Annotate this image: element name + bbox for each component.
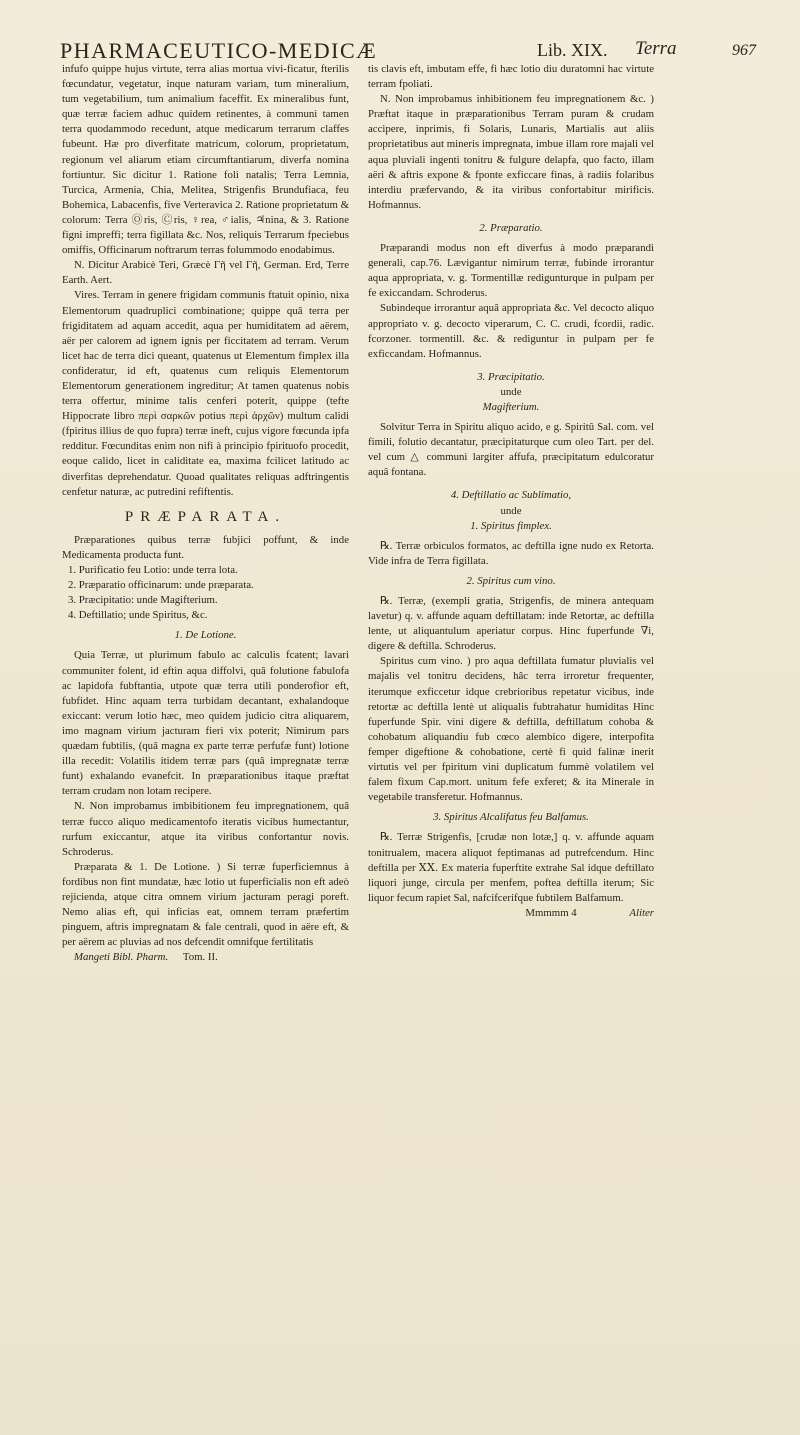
left-column — [62, 62, 349, 965]
paragraph-praecipitatio: Solvitur Terra in Spiritu aliquo acido, e g. Spiritû Sal. com. vel fimili, folutio decantatur, præcipitaturque cum oleo Tart. per del. vel cum △ communi largiter affufa, præcipitatum edulcoratur aquâ fontana. — [368, 421, 654, 479]
paragraph-spiritus-vino-note: Spiritus cum vino. ) pro aqua deftillata fumatur pluvialis vel majalis vel tonitru decidens, hâc terra irroretur frequenter, iterumque exficcetur idque crebrioribus repetatur vicibus, inde retortæ ac deftilla lentè ut aliqualis fubtrahatur humiditas Hinc fuperfunde Spir. vini digere & deftilla, deftillatum cohoba & cohobatum aliquandiu fub cœco alembico digere, interpofita femper digeftione & cohobatione, certè fi quid falinæ inerit virtutis vel per fpiritum vini duplicatum fummè volatilem vel falem fixum Cap.mort. unitum fefe exferet; & ita Minerale in vegetabile transferetur. Hofmannus. — [368, 655, 654, 804]
paragraph-spiritus-vino: ℞. Terræ, (exempli gratia, Strigenfis, de minera antequam lavetur) q. v. affunde aquam deftillatam: inde Retortæ, ac deftilla lente, ut aliquantulum aperiatur corpus. Hinc fuperfunde ∇i, digere & deftilla. Schroderus. — [368, 595, 654, 653]
subheading-destillatio: 4. Deftillatio ac Sublimatio, — [450, 489, 572, 502]
paragraph-commentary: Præparata & 1. De Lotione. ) Si terræ fuperficiemnus à fordibus non fint mundatæ, hæc lotio ut fuperficialis non eft adeò rejicienda, atque citra omnem virium jacturam peragi poreft. Nemo alias eft, qui inficias eat, omnem terram præfertim pinguem, aftris impregnatam & fale centrali, quod in aëre eft, & per aërem ac pluvias ad nos defcendit omnifque fertilitatis — [62, 860, 349, 949]
paragraph-imbibitio-note: N. Non improbamus inhibitionem feu impregnationem &c. ) Præftat itaque in præparationibus Terram puram & crudam accipere, inprimis, fi Solaris, Lunaris, Martialis aut aliis proprietatibus aut mineris impregnata, imbue illam rore majali vel aqua pluviali ingenti tonitru & fulgure delapfa, quo facto, illam aëri & aftris expone & fponte exficcare finas, à radiis folaribus interdiu præfervando, & ita viribus confortabitur mirificis. Hofmannus. — [368, 93, 654, 211]
list-item: 3. Præcipitatio: unde Magifterium. — [68, 594, 218, 607]
subheading-spiritus-alcalisatus: 3. Spiritus Alcalifatus feu Balfamus. — [433, 811, 589, 824]
subheading-praecipitatio: 3. Præcipitatio. — [477, 370, 545, 383]
subheading-praeparatio: 2. Præparatio. — [479, 221, 543, 234]
running-header — [60, 38, 790, 64]
list-item: 2. Præparatio officinarum: unde præparata. — [68, 579, 254, 592]
paragraph-praeparatio-note: Subindeque irrorantur aquâ appropriata &c. Vel decocto aliquo appropriato v. g. decocto viperarum, C. C. crudi, fcordii, radic. fcorzoner. tormentill. &c. & rediguntur in pulpam per fe exficcandam. Hofmannus. — [368, 302, 654, 360]
paragraph-names: N. Dicitur Arabicè Teri, Græcè Γῆ vel Γῆ, German. Erd, Terre Earth. Aert. — [62, 259, 349, 287]
paragraph-praeparationes: Præparationes quibus terræ fubjici poffunt, & inde Medicamenta producta funt. — [62, 533, 349, 561]
signature: Mangeti Bibl. Pharm. — [74, 951, 169, 964]
paragraph-vires: Vires. Terram in genere frigidam communis ftatuit opinio, nixa Elementorum quadruplici combinatione; quippe quâ terra per frigiditatem ad aquam accedit, aqua per humiditatem ad aërem, aër per calorem ad ignem ignis per ficcitatem ad terram. Verum licet hac de terra dici queant, quatenus ut Elementum fimplex illa confideratur, id eft, quatenus cum reliquis Elementorum Elementorum generationem ingreditur; At tamen quatenus nobis terra offertur, minime talis cenferi poterit, quippe (tefte Hippocrate libro περὶ σαρκῶν potius περὶ ἀρχῶν) multum calidi (fpiritus illius de quo fupra) terræ ineft, cujus vigore fœcunda ipfa redditur. Fœcunditas enim non nifi à principio fpirituofo procedit, eoque calido, licet in caliditate ea, maxima fcilicet latitudo ac diverfitas deprehendatur. Quoad qualitates reliquas adftringentis cenfetur naturæ, ac putredini refiftentis. — [62, 289, 349, 498]
section-heading-praeparata: PRÆPARATA. — [124, 508, 287, 525]
paragraph-imbibitio: N. Non improbamus imbibitionem feu impregnationem, quâ terræ fucco aliquo medicamentofo iteratis vicibus humectantur, rurfum exiccantur, atque ita viribus confortantur novis. Schroderus. — [62, 800, 349, 858]
right-column — [368, 62, 654, 921]
preparation-list — [62, 563, 349, 623]
catchword-line — [368, 906, 654, 921]
volume-mark: Tom. II. — [182, 951, 218, 964]
paragraph-spiritus-simplex: ℞. Terræ orbiculos formatos, ac deftilla igne nudo ex Retorta. Vide infra de Terra figillata. — [368, 539, 654, 567]
running-title: PHARMACEUTICO-MEDICÆ — [60, 38, 378, 63]
list-item: 1. Purificatio feu Lotio: unde terra lota. — [68, 564, 238, 576]
book-number: Lib. XIX. — [537, 40, 608, 60]
signature-line — [62, 950, 349, 965]
list-item: 4. Deftillatio; unde Spiritus, &c. — [68, 609, 208, 622]
subheading-spiritus-vino: 2. Spiritus cum vino. — [466, 574, 556, 587]
section-title: Terra — [635, 38, 677, 59]
subheading-spiritus-simplex: 1. Spiritus fimplex. — [470, 519, 552, 532]
catchword: Aliter — [629, 906, 654, 919]
signature-mark: Mmmmm 4 — [525, 906, 577, 919]
paragraph: tis clavis eft, imbutam effe, fi hæc lotio diu duratomni hac virtute terram fpoliati. — [368, 63, 654, 91]
subheading-lotio: 1. De Lotione. — [174, 629, 237, 642]
paragraph-spiritus-alcalisatus: ℞. Terræ Strigenfis, [crudæ non lotæ,] q. v. affunde aquam tonitrualem, macera aliquot feptimanas ad putrefcendum. Hinc deftilla per ⅩⅩ. Ex materia fuperftite extrahe Sal idque deftillato liquori junge, circula per menfem, poftea deftilla iterum; Sic liquor fecum rapiet Sal, nafcifcerifque fubtilem Balfamum. — [368, 831, 654, 904]
paragraph: infufo quippe hujus virtute, terra alias mortua vivi-ficatur, fterilis fœcundatur, vegetatur, inque naturam variam, tum mineralium, tum vegetabilium, tum animalium faceffit. Ex mineralibus funt, quæ terræ faciem adhuc quidem retinentes, à communi tamen terra quodammodo recedunt, atque medicarum terrarum claffes fubeunt. Hæ pro diverfitate matricum, colorum, proprietatum, regionum vel aliarum etiam circumftantiarum, diverfa nomina fortiuntur. Sic dicitur 1. Ratione foli natalis; Terra Lemnia, Turcica, Armenia, Chia, Melitea, Strigenfis Brundufiaca, feu Bohemica, Labacenfis, five Verteravica 2. Ratione proprietatum & colorum: Terra Ⓞris, Ⓒris, ♀rea, ♂ialis, ♃nina, & 3. Ratione figni impreffi; terra figillata &c. Nos, reliquis Terrarum fpeciebus omiffis, Officinarum noftrarum terras folummodo enodabimus. — [62, 63, 350, 257]
unde-label: unde — [500, 385, 522, 398]
paragraph-praeparatio: Præparandi modus non eft diverfus à modo præparandi generali, cap.76. Lævigantur nimirum terræ, fubinde irrorantur aqua appropriata, v. g. Tormentillæ redigunturque in pulpam per fe exiccandam. Schroderus. — [368, 242, 654, 300]
paragraph-lotio: Quia Terræ, ut plurimum fabulo ac calculis fcatent; lavari communiter folent, id eftin aqua diffolvi, quâ folutione fabulofa ac lapidofa fubftantia, utpote quæ terra utili ponderofior eft, fubfidet. Hinc aquam terra turbidam decantant, exhalandoque exiccant: verum lotio hæc, meo quidem judicio citra aliquarem, imo magnam virium jacturam fieri vix poterit; Nimirum pars quædam fubtilis, (quâ magna ex parte terræ perfufæ funt) lotione illa recedit: Volatilis itidem terræ pars (quâ impregnatæ terræ funt) exhalando evanefcit. In præparationibus itaque præftat terram crudam non lotam recipere. — [62, 649, 349, 798]
unde-label: unde — [500, 504, 522, 517]
page-number: 967 — [732, 42, 756, 59]
subheading-magisterium: Magifterium. — [482, 400, 540, 413]
